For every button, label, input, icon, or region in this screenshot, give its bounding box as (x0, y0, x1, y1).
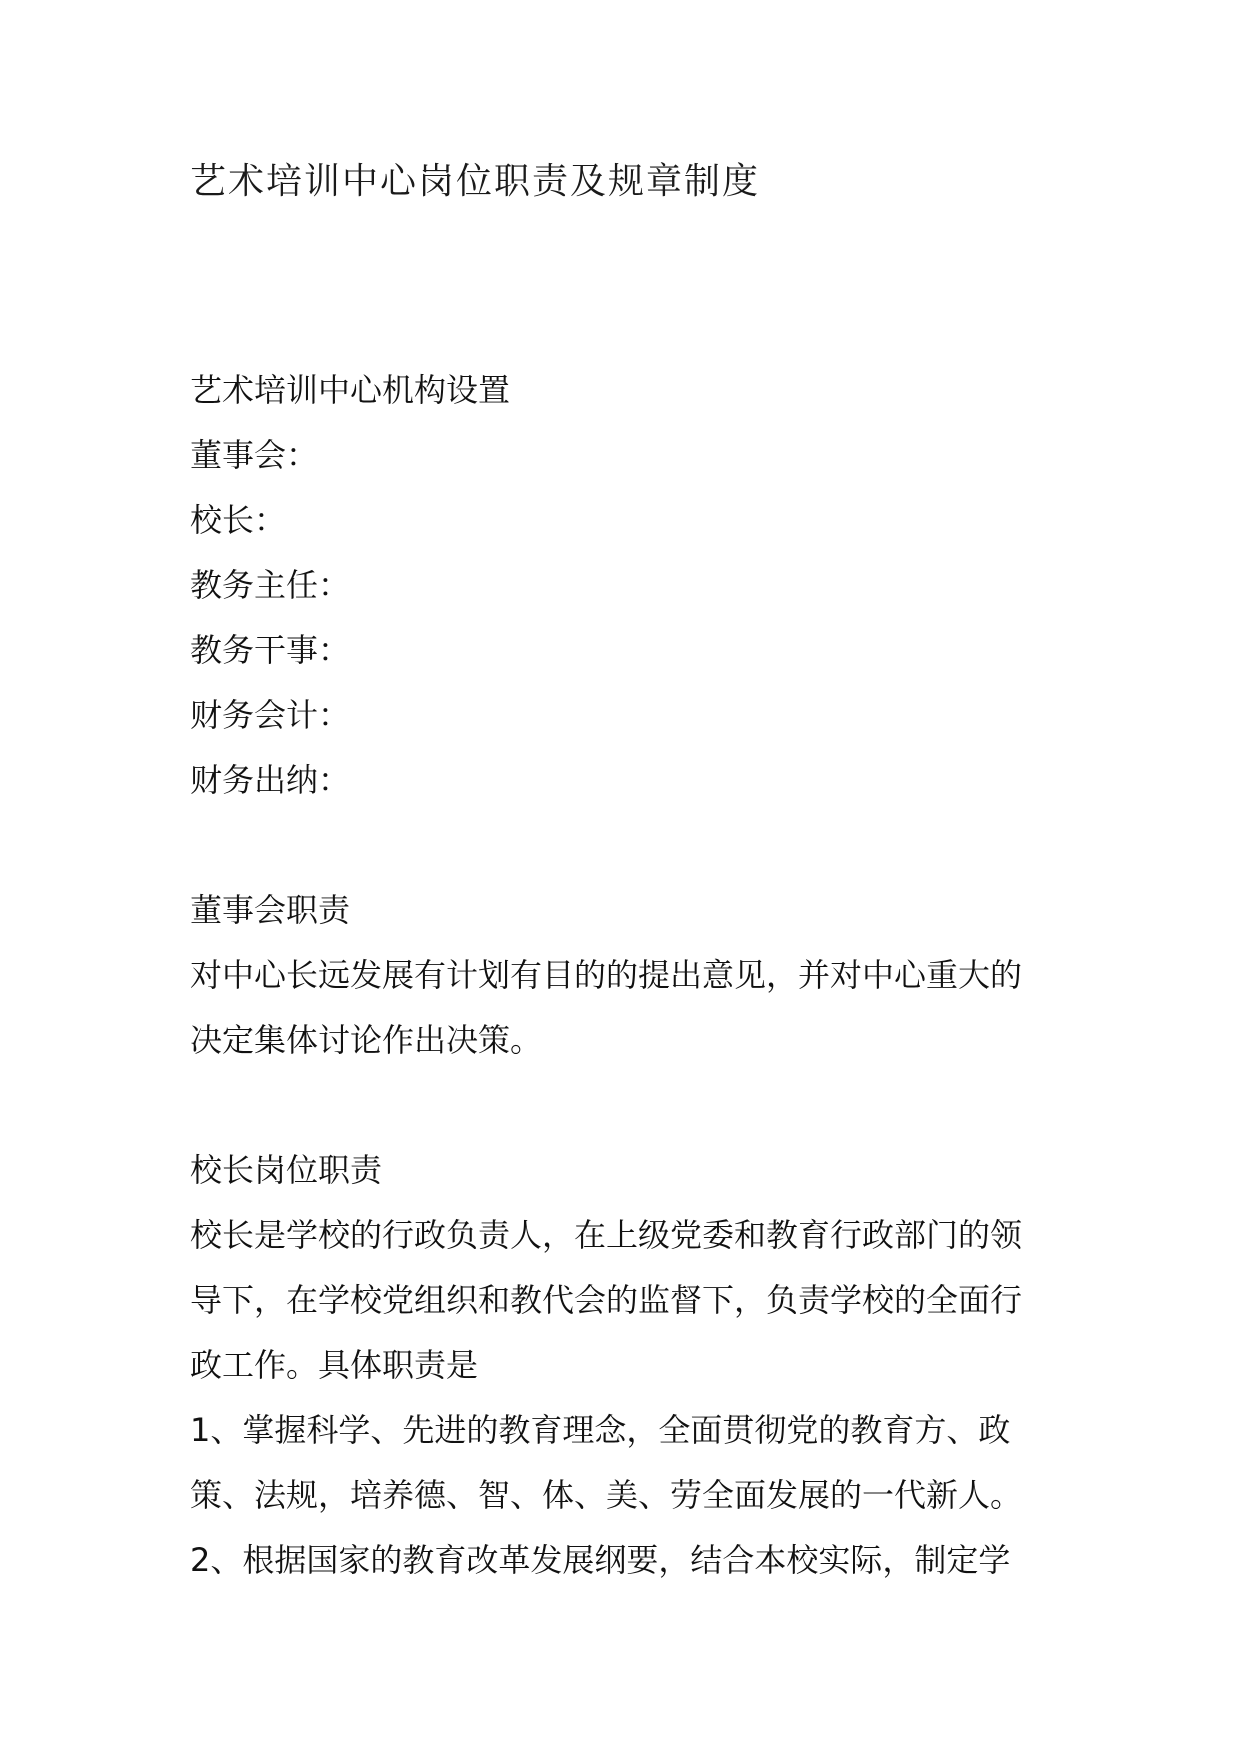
principal-duties-line: 导下，在学校党组织和教代会的监督下，负责学校的全面行 (190, 1281, 1023, 1319)
principal-duties-line: 策、法规，培养德、智、体、美、劳全面发展的一代新人。 (190, 1476, 1023, 1514)
principal-duties-line: 1、掌握科学、先进的教育理念，全面贯彻党的教育方、政 (190, 1411, 1011, 1449)
board-duties-line: 决定集体讨论作出决策。 (190, 1021, 543, 1059)
principal-duties-line: 校长是学校的行政负责人，在上级党委和教育行政部门的领 (190, 1216, 1023, 1254)
board-duties-heading: 董事会职责 (190, 891, 351, 929)
org-item-academic-director: 教务主任： (190, 566, 351, 604)
org-item-principal: 校长： (190, 501, 287, 539)
principal-duties-heading: 校长岗位职责 (190, 1151, 383, 1189)
org-item-board: 董事会： (190, 436, 319, 474)
board-duties-line: 对中心长远发展有计划有目的的提出意见，并对中心重大的 (190, 956, 1023, 994)
org-structure-heading: 艺术培训中心机构设置 (190, 371, 511, 409)
paragraph-spacer (190, 1073, 1070, 1138)
document-title: 艺术培训中心岗位职责及规章制度 (190, 161, 761, 202)
principal-duties-line: 政工作。具体职责是 (190, 1346, 479, 1384)
principal-duties-line: 2、根据国家的教育改革发展纲要，结合本校实际，制定学 (190, 1541, 1011, 1579)
paragraph-spacer (190, 813, 1070, 878)
org-item-accountant: 财务会计： (190, 696, 351, 734)
document-body (190, 358, 1070, 1593)
org-item-academic-officer: 教务干事： (190, 631, 351, 669)
org-item-cashier: 财务出纳： (190, 761, 351, 799)
